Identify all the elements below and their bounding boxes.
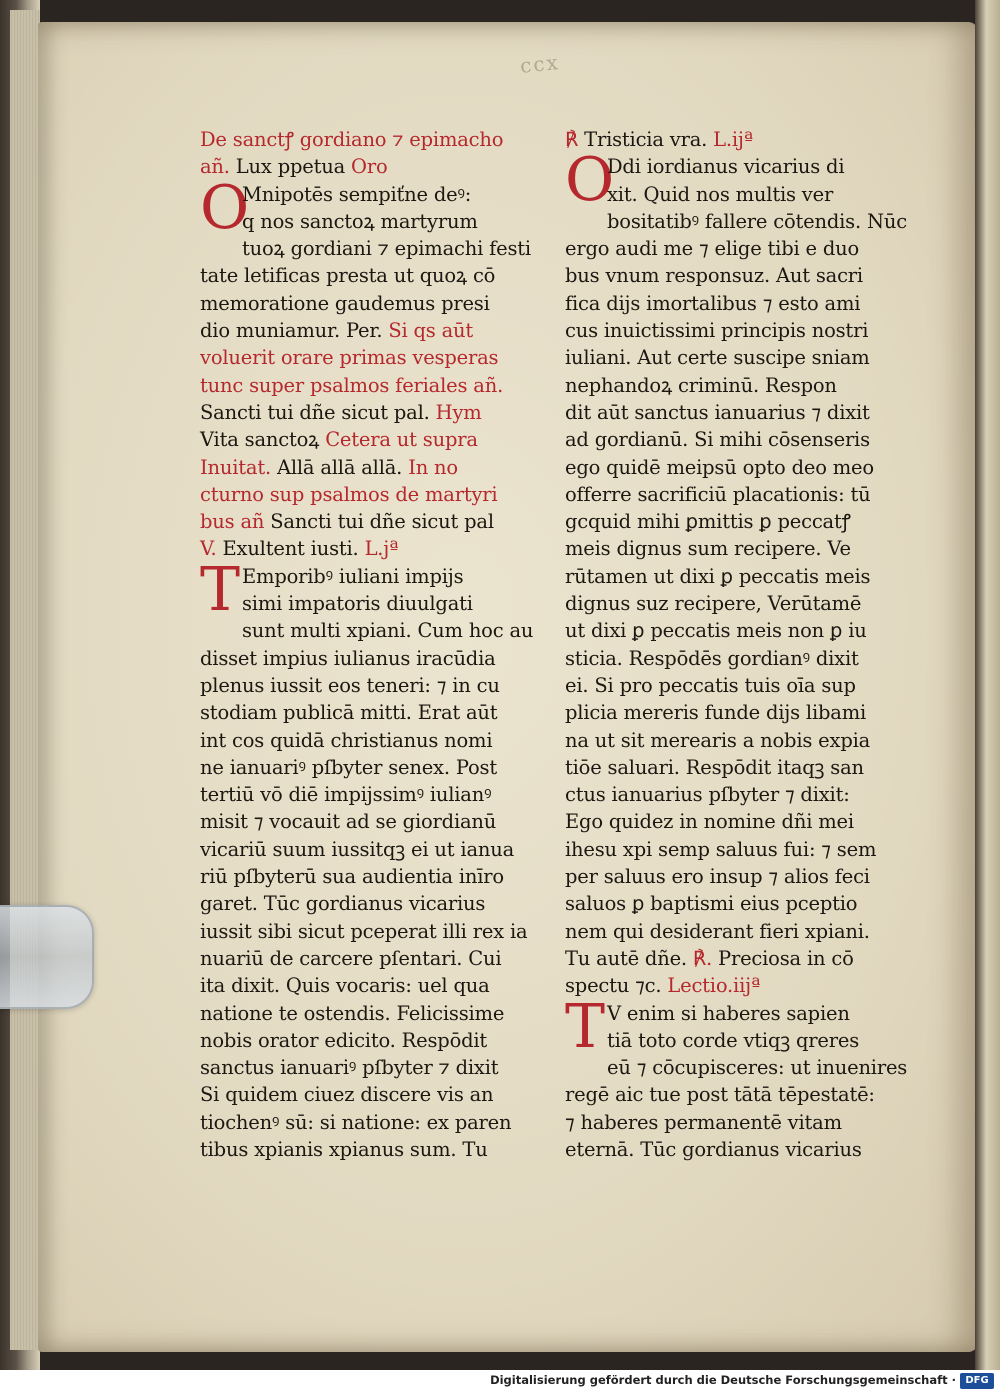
text-line bbox=[565, 1054, 908, 1081]
body-text: Tristicia vra. bbox=[584, 128, 714, 151]
text-line bbox=[200, 972, 540, 999]
body-text: ei. Si pro peccatis tuis oīa sup bbox=[565, 673, 856, 697]
body-text: vicariū suum iussitqꝫ ei ut ianua bbox=[200, 837, 515, 861]
body-text: Tu autē dñe. bbox=[565, 946, 693, 970]
text-line bbox=[565, 344, 905, 371]
drop-capital: T bbox=[200, 554, 241, 625]
text-line bbox=[565, 945, 905, 972]
body-text: tiā toto corde vtiqꝫ qreres bbox=[607, 1028, 859, 1052]
body-text: ergo audi me ⁊ elige tibi e duo bbox=[565, 237, 860, 261]
body-text: q nos sanctoꝝ martyrum bbox=[242, 209, 478, 233]
body-text: saluos ꝑ baptismi eius pceptio bbox=[565, 892, 858, 916]
body-text: iussit sibi sicut pceperat illi rex ia bbox=[200, 919, 528, 943]
text-line bbox=[565, 781, 905, 808]
body-text: rūtamen ut dixi ꝑ peccatis meis bbox=[565, 564, 871, 588]
body-text: eternā. Tūc gordianus vicarius bbox=[565, 1137, 862, 1161]
body-text: Ddi iordianus vicarius di bbox=[607, 155, 845, 179]
text-line bbox=[200, 290, 540, 317]
text-line bbox=[200, 1081, 540, 1108]
rubric-text: bus añ bbox=[200, 510, 271, 534]
rubric-text: ℟. bbox=[692, 946, 719, 970]
body-text: tiochenꝰ sū: si natione: ex paren bbox=[200, 1110, 512, 1134]
text-line bbox=[200, 454, 540, 481]
left-text-column bbox=[200, 126, 540, 1163]
text-line bbox=[565, 426, 905, 453]
body-text: iuliani. Aut certe suscipe sniam bbox=[565, 346, 870, 370]
body-text: nephandoꝝ criminū. Respon bbox=[565, 373, 837, 397]
text-line bbox=[565, 454, 905, 481]
body-text: ut dixi ꝑ peccatis meis non ꝑ iu bbox=[565, 619, 867, 643]
text-line bbox=[565, 235, 905, 262]
text-line bbox=[565, 126, 905, 153]
drop-capital: O bbox=[565, 145, 615, 216]
body-text: simi impatoris diuulgati bbox=[242, 592, 473, 616]
footer-credit: Digitalisierung gefördert durch die Deutsche Forschungsgemeinschaft · bbox=[490, 1373, 956, 1387]
drop-capital: T bbox=[565, 991, 606, 1062]
text-line bbox=[200, 317, 540, 344]
text-line bbox=[565, 208, 905, 235]
text-line bbox=[565, 1027, 905, 1054]
body-text: Preciosa in cō bbox=[718, 946, 854, 970]
body-text: memoratione gaudemus presi bbox=[200, 291, 490, 315]
body-text: ctus ianuarius pſbyter ⁊ dixit: bbox=[565, 783, 850, 807]
rubric-text: añ. bbox=[200, 155, 236, 179]
body-text: Si quidem ciuez discere vis an bbox=[200, 1083, 494, 1107]
body-text: Allā allā allā. bbox=[276, 455, 409, 479]
rubric-text: L.jª bbox=[364, 537, 399, 561]
body-text: regē aic tue post tātā tēpestatē: bbox=[565, 1083, 875, 1107]
body-text: fica dijs imortalibus ⁊ esto ami bbox=[565, 291, 861, 315]
body-text: na ut sit merearis a nobis expia bbox=[565, 728, 871, 752]
body-text: tibus xpianis xpianus sum. Tu bbox=[200, 1137, 488, 1161]
body-text: Mnipotēs sempiťne deꝰ: bbox=[242, 182, 472, 206]
text-line bbox=[200, 426, 540, 453]
body-text: plicia mereris funde dijs libami bbox=[565, 701, 867, 725]
text-line bbox=[200, 890, 540, 917]
text-line bbox=[200, 1109, 540, 1136]
text-line bbox=[200, 808, 540, 835]
text-line bbox=[565, 617, 905, 644]
body-text: meis dignus sum recipere. Ve bbox=[565, 537, 851, 561]
text-line bbox=[565, 808, 905, 835]
body-text: eū ⁊ cōcupisceres: ut inuenires bbox=[607, 1056, 908, 1080]
body-text: ego quidē meipsū opto deo meo bbox=[565, 455, 874, 479]
rubric-text: voluerit orare primas vesperas bbox=[200, 346, 499, 370]
body-text: natione te ostendis. Felicissime bbox=[200, 1001, 505, 1025]
body-text: Sancti tui dñe sicut pal bbox=[270, 510, 494, 534]
text-line bbox=[200, 126, 540, 153]
body-text: garet. Tūc gordianus vicarius bbox=[200, 892, 486, 916]
text-line bbox=[565, 535, 905, 562]
body-text: Lux ppetua bbox=[235, 155, 352, 179]
text-line bbox=[200, 262, 540, 289]
text-line bbox=[200, 181, 540, 208]
text-line bbox=[565, 972, 905, 999]
footer-bar bbox=[0, 1370, 1000, 1392]
body-text: Exultent iusti. bbox=[222, 537, 365, 561]
body-text: xit. Quid nos multis ver bbox=[607, 182, 834, 206]
text-line bbox=[565, 317, 905, 344]
text-line bbox=[200, 1136, 540, 1163]
text-line bbox=[200, 399, 540, 426]
body-text: tertiū vō diē impijssimꝰ iulianꝰ bbox=[200, 783, 492, 807]
rubric-text: Hym bbox=[435, 400, 482, 424]
text-line bbox=[200, 918, 540, 945]
body-text: nobis orator edicito. Respōdit bbox=[200, 1028, 488, 1052]
rubric-text: In no bbox=[408, 455, 458, 479]
body-text: ihesu xpi semp saluus fui: ⁊ sem bbox=[565, 837, 877, 861]
rubric-text: cturno sup psalmos de martyri bbox=[200, 482, 498, 506]
body-text: offerre sacrificiū placationis: tū bbox=[565, 482, 871, 506]
text-line bbox=[200, 1054, 540, 1081]
text-line bbox=[565, 1136, 905, 1163]
text-line bbox=[565, 290, 905, 317]
text-line bbox=[565, 727, 905, 754]
text-line bbox=[565, 1081, 905, 1108]
body-text: Emporibꝰ iuliani impijs bbox=[242, 564, 464, 588]
body-text: sanctus ianuariꝰ pſbyter ⁊ dixit bbox=[200, 1056, 499, 1080]
text-line bbox=[200, 1000, 540, 1027]
text-line bbox=[565, 563, 905, 590]
text-line bbox=[200, 590, 540, 617]
body-text: bus vnum responsuz. Aut sacri bbox=[565, 264, 863, 288]
rubric-text: L.ijª bbox=[713, 128, 753, 151]
text-line bbox=[565, 372, 905, 399]
text-line bbox=[200, 781, 540, 808]
body-text: bositatibꝰ fallere cōtendis. Nūc bbox=[607, 209, 907, 233]
body-text: misit ⁊ vocauit ad se giordianū bbox=[200, 810, 497, 834]
rubric-text: Cetera ut supra bbox=[325, 428, 478, 452]
rubric-text: tunc super psalmos feriales añ. bbox=[200, 373, 504, 397]
body-text: nuariū de carcere pſentari. Cui bbox=[200, 946, 502, 970]
rubric-text: Lectio.iijª bbox=[667, 974, 761, 998]
body-text: dignus suz recipere, Verūtamē bbox=[565, 592, 862, 616]
text-line bbox=[565, 399, 905, 426]
page-edges bbox=[10, 10, 40, 1350]
body-text: tuoꝝ gordiani ⁊ epimachi festi bbox=[242, 237, 531, 261]
faint-folio-number: ccx bbox=[518, 49, 561, 79]
text-line bbox=[200, 535, 540, 562]
text-line bbox=[200, 699, 540, 726]
body-text: nem qui desiderant fieri xpiani. bbox=[565, 919, 870, 943]
text-line bbox=[565, 481, 905, 508]
body-text: Vita sanctoꝝ bbox=[200, 428, 326, 452]
rubric-text: Oro bbox=[351, 155, 388, 179]
body-text: spectu ⁊c. bbox=[565, 974, 668, 998]
text-line bbox=[565, 863, 905, 890]
text-line bbox=[200, 836, 540, 863]
body-text: sticia. Respōdēs gordianꝰ dixit bbox=[565, 646, 859, 670]
rubric-text: V. bbox=[200, 537, 223, 561]
text-line bbox=[565, 508, 905, 535]
text-line bbox=[565, 1000, 905, 1027]
text-line bbox=[200, 727, 540, 754]
text-line bbox=[565, 181, 905, 208]
dfg-logo: DFG bbox=[960, 1373, 994, 1389]
text-line bbox=[565, 836, 905, 863]
text-line bbox=[200, 1027, 540, 1054]
text-line bbox=[200, 617, 540, 644]
text-line bbox=[565, 153, 905, 180]
text-line bbox=[565, 1109, 905, 1136]
text-line bbox=[200, 208, 540, 235]
facing-page-edge bbox=[975, 0, 1000, 1370]
body-text: int cos quidā christianus nomi bbox=[200, 728, 493, 752]
text-line bbox=[200, 372, 540, 399]
text-line bbox=[200, 754, 540, 781]
text-line bbox=[200, 153, 540, 180]
body-text: gcquid mihi ꝑmittis ꝑ peccatꝭ bbox=[565, 510, 851, 534]
body-text: plenus iussit eos teneri: ⁊ in cu bbox=[200, 673, 500, 697]
text-line bbox=[565, 672, 905, 699]
rubric-text: Inuitat. bbox=[200, 455, 277, 479]
body-text: ad gordianū. Si mihi cōsenseris bbox=[565, 428, 870, 452]
text-line bbox=[565, 262, 905, 289]
body-text: riū pſbyterū sua audientia inīro bbox=[200, 865, 504, 889]
text-line bbox=[200, 945, 540, 972]
body-text: Ego quidez in nomine dñi mei bbox=[565, 810, 854, 834]
body-text: dit aūt sanctus ianuarius ⁊ dixit bbox=[565, 400, 870, 424]
text-line bbox=[565, 918, 905, 945]
text-line bbox=[200, 672, 540, 699]
rubric-text: Si qs aūt bbox=[388, 319, 474, 343]
body-text: ita dixit. Quis vocaris: uel qua bbox=[200, 974, 490, 998]
text-line bbox=[200, 863, 540, 890]
text-line bbox=[565, 590, 905, 617]
text-line bbox=[565, 645, 905, 672]
text-line bbox=[200, 481, 540, 508]
page-clip bbox=[0, 905, 94, 1009]
body-text: ⁊ haberes permanentē vitam bbox=[565, 1110, 842, 1134]
text-line bbox=[200, 563, 540, 590]
text-line bbox=[200, 645, 540, 672]
drop-capital: O bbox=[200, 172, 250, 243]
rubric-text: ℟ bbox=[565, 128, 585, 151]
body-text: dio muniamur. Per. bbox=[200, 319, 389, 343]
text-line bbox=[200, 344, 540, 371]
body-text: V enim si haberes sapien bbox=[607, 1001, 850, 1025]
body-text: ne ianuariꝰ pſbyter senex. Post bbox=[200, 755, 497, 779]
text-line bbox=[565, 890, 905, 917]
text-line bbox=[565, 699, 905, 726]
body-text: disset impius iulianus iracūdia bbox=[200, 646, 496, 670]
body-text: sunt multi xpiani. Cum hoc au bbox=[242, 619, 534, 643]
body-text: tiōe saluari. Respōdit itaqꝫ san bbox=[565, 755, 864, 779]
right-text-column bbox=[565, 126, 908, 1163]
text-line bbox=[200, 235, 540, 262]
body-text: Sancti tui dñe sicut pal. bbox=[200, 400, 436, 424]
text-line bbox=[565, 754, 905, 781]
body-text: tate letificas presta ut quoꝝ cō bbox=[200, 264, 496, 288]
body-text: cus inuictissimi principis nostri bbox=[565, 319, 869, 343]
body-text: stodiam publicā mitti. Erat aūt bbox=[200, 701, 498, 725]
text-line bbox=[200, 508, 540, 535]
rubric-text: De sanctꝭ gordiano ⁊ epimacho bbox=[200, 128, 504, 151]
body-text: per saluus ero insup ⁊ alios feci bbox=[565, 865, 870, 889]
